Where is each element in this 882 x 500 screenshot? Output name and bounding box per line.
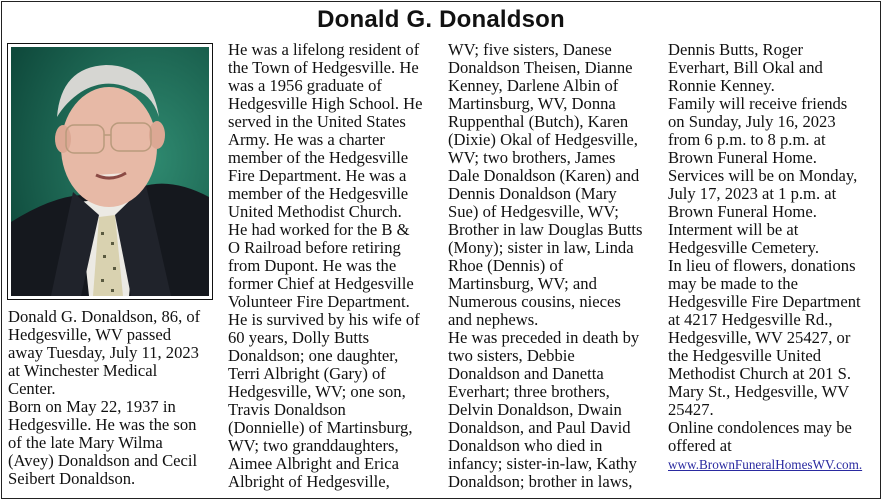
text-line: Hedgesville, WV; one son, bbox=[228, 382, 406, 401]
column-1 bbox=[8, 308, 223, 488]
text-line: Albright of Hedgesville, bbox=[228, 472, 390, 491]
text-line: Army. He was a charter bbox=[228, 130, 385, 149]
column-2 bbox=[228, 41, 443, 491]
text-line: offered at bbox=[668, 436, 732, 455]
text-line: Dale Donaldson (Karen) and bbox=[448, 166, 640, 185]
text-line: Brown Funeral Home. bbox=[668, 148, 817, 167]
text-line: Ruppenthal (Butch), Karen bbox=[448, 112, 629, 131]
text-line: WV; two granddaughters, bbox=[228, 436, 399, 455]
text-line: Mary St., Hedgesville, WV bbox=[668, 382, 850, 401]
text-line: infancy; sister-in-law, Kathy bbox=[448, 454, 637, 473]
text-line: Hedgesville Fire Department bbox=[668, 292, 861, 311]
text-line: Everhart, Bill Okal and bbox=[668, 58, 823, 77]
text-line: In lieu of flowers, donations bbox=[668, 256, 856, 275]
text-line: Donaldson Theisen, Dianne bbox=[448, 58, 633, 77]
text-line: Sue) of Hedgesville, WV; bbox=[448, 202, 619, 221]
text-line: member of the Hedgesville bbox=[228, 148, 409, 167]
text-line: was a 1956 graduate of bbox=[228, 76, 382, 95]
text-line: WV; five sisters, Danese bbox=[448, 40, 612, 59]
column-3 bbox=[448, 41, 663, 491]
text-line: Dennis Donaldson (Mary bbox=[448, 184, 617, 203]
text-line: He had worked for the B & bbox=[228, 220, 410, 239]
text-line: 60 years, Dolly Butts bbox=[228, 328, 370, 347]
text-line: from Dupont. He was the bbox=[228, 256, 397, 275]
text-line: Travis Donaldson bbox=[228, 400, 346, 419]
text-line: Seibert Donaldson. bbox=[8, 469, 136, 488]
text-line: United Methodist Church. bbox=[228, 202, 402, 221]
portrait-photo bbox=[11, 47, 209, 296]
text-line: Online condolences may be bbox=[668, 418, 852, 437]
text-line: Hedgesville, WV passed bbox=[8, 325, 171, 344]
text-line: of the late Mary Wilma bbox=[8, 433, 163, 452]
text-line: Terri Albright (Gary) of bbox=[228, 364, 386, 383]
text-line: (Mony); sister in law, Linda bbox=[448, 238, 634, 257]
text-line: at 4217 Hedgesville Rd., bbox=[668, 310, 833, 329]
column-4 bbox=[668, 41, 882, 474]
text-line: 25427. bbox=[668, 400, 714, 419]
text-line: at Winchester Medical bbox=[8, 361, 158, 380]
text-line: Ronnie Kenney. bbox=[668, 76, 775, 95]
text-line: Interment will be at bbox=[668, 220, 799, 239]
text-line: served in the United States bbox=[228, 112, 406, 131]
text-line: He was preceded in death by bbox=[448, 328, 640, 347]
text-line: the Town of Hedgesville. He bbox=[228, 58, 419, 77]
text-line: Born on May 22, 1937 in bbox=[8, 397, 176, 416]
text-line: Dennis Butts, Roger bbox=[668, 40, 804, 59]
text-line: Martinsburg, WV, Donna bbox=[448, 94, 616, 113]
text-line: Center. bbox=[8, 379, 56, 398]
text-line: He was a lifelong resident of bbox=[228, 40, 420, 59]
text-line: Aimee Albright and Erica bbox=[228, 454, 399, 473]
text-line: Hedgesville Cemetery. bbox=[668, 238, 819, 257]
text-line: Donaldson who died in bbox=[448, 436, 603, 455]
text-line: Fire Department. He was a bbox=[228, 166, 407, 185]
text-line: Donaldson, and Paul David bbox=[448, 418, 631, 437]
portrait-photo-frame bbox=[7, 43, 213, 300]
page-title: Donald G. Donaldson bbox=[317, 6, 565, 33]
text-line: from 6 p.m. to 8 p.m. at bbox=[668, 130, 826, 149]
text-line: July 17, 2023 at 1 p.m. at bbox=[668, 184, 837, 203]
text-line: (Avey) Donaldson and Cecil bbox=[8, 451, 198, 470]
text-line: Brown Funeral Home. bbox=[668, 202, 817, 221]
text-line: Numerous cousins, nieces bbox=[448, 292, 621, 311]
text-line: on Sunday, July 16, 2023 bbox=[668, 112, 836, 131]
text-line: O Railroad before retiring bbox=[228, 238, 401, 257]
text-line: and nephews. bbox=[448, 310, 539, 329]
text-line: the Hedgesville United bbox=[668, 346, 821, 365]
text-line: former Chief at Hedgesville bbox=[228, 274, 414, 293]
text-line: may be made to the bbox=[668, 274, 798, 293]
text-line: (Donnielle) of Martinsburg, bbox=[228, 418, 413, 437]
text-line: Martinsburg, WV; and bbox=[448, 274, 597, 293]
text-line: two sisters, Debbie bbox=[448, 346, 575, 365]
text-line: Kenney, Darlene Albin of bbox=[448, 76, 619, 95]
text-line: away Tuesday, July 11, 2023 bbox=[8, 343, 199, 362]
text-line: Donald G. Donaldson, 86, of bbox=[8, 307, 201, 326]
text-line: Hedgesville, WV 25427, or bbox=[668, 328, 851, 347]
text-line: Everhart; three brothers, bbox=[448, 382, 610, 401]
text-line: Methodist Church at 201 S. bbox=[668, 364, 851, 383]
text-line: Donaldson; one daughter, bbox=[228, 346, 399, 365]
text-line: WV; two brothers, James bbox=[448, 148, 616, 167]
text-line: member of the Hedgesville bbox=[228, 184, 409, 203]
text-line: Donaldson and Danetta bbox=[448, 364, 604, 383]
text-line: He is survived by his wife of bbox=[228, 310, 420, 329]
text-line: (Dixie) Okal of Hedgesville, bbox=[448, 130, 638, 149]
text-line: Donaldson; brother in laws, bbox=[448, 472, 633, 491]
text-line: Hedgesville. He was the son bbox=[8, 415, 197, 434]
text-line: Brother in law Douglas Butts bbox=[448, 220, 643, 239]
text-line: Hedgesville High School. He bbox=[228, 94, 423, 113]
text-line: Family will receive friends bbox=[668, 94, 848, 113]
text-line: Volunteer Fire Department. bbox=[228, 292, 410, 311]
text-line: Delvin Donaldson, Dwain bbox=[448, 400, 622, 419]
text-line: Services will be on Monday, bbox=[668, 166, 858, 185]
text-line: Rhoe (Dennis) of bbox=[448, 256, 564, 275]
funeral-home-website-link[interactable]: www.BrownFuneralHomesWV.com. bbox=[668, 457, 863, 472]
